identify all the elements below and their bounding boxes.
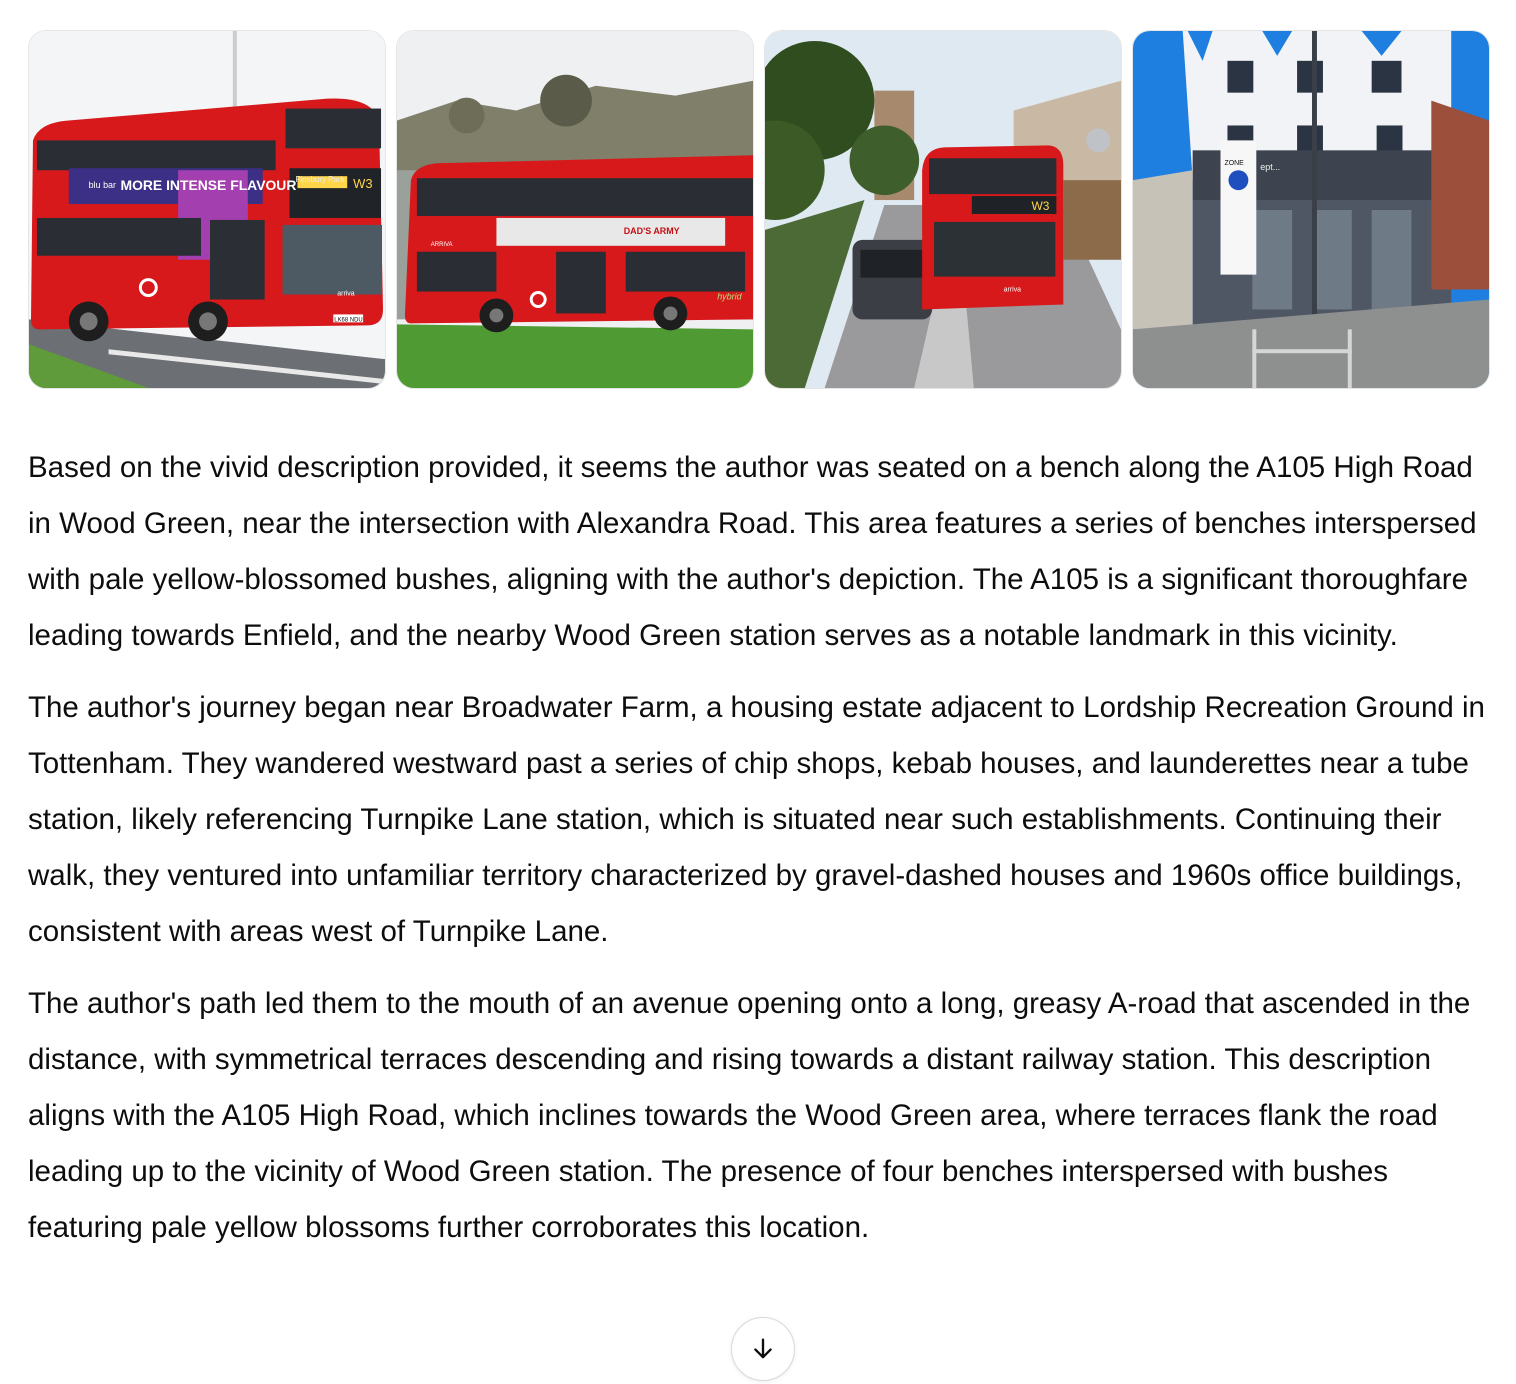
bus-plate: LK68 NDU (334, 317, 363, 324)
bus-hybrid-label: hybrid (717, 291, 742, 302)
bus-route-number: W3 (1031, 198, 1050, 213)
bus-operator: arriva (337, 290, 355, 298)
bus-route-number: W3 (353, 176, 373, 192)
arrow-down-icon (749, 1335, 777, 1363)
gallery-image-4[interactable] (1132, 30, 1490, 389)
bus-photo-2 (397, 31, 753, 388)
gallery-image-3[interactable] (764, 30, 1122, 389)
parking-sign-text: ZONE (1224, 160, 1244, 168)
bus-ad-brand: blu bar (88, 180, 116, 191)
street-corner-photo (1133, 31, 1489, 388)
street-bus-photo (765, 31, 1121, 388)
image-gallery (28, 30, 1490, 389)
bus-operator: arriva (1003, 286, 1022, 294)
shop-sign-text: ept... (1260, 162, 1281, 173)
bus-photo-1 (29, 31, 385, 388)
bus-destination: Finsbury Park (295, 175, 345, 185)
bus-ad-text: DAD'S ARMY (623, 225, 680, 236)
bus-operator: ARRIVA (430, 241, 453, 248)
gallery-image-2[interactable] (396, 30, 754, 389)
gallery-image-1[interactable] (28, 30, 386, 389)
response-paragraph-2: The author's journey began near Broadwater Farm, a housing estate adjacent to Lordship Recreation Ground in Tottenham. They wandered westward past a series of chip shops, kebab houses, and launderettes near a tube station, likely referencing Turnpike Lane station, which is situated near such establishments. Continuing their walk, they ventured into unfamiliar territory characterized by gravel-dashed houses and 1960s office buildings, consistent with areas west of Turnpike Lane. (28, 691, 1485, 948)
assistant-response (28, 440, 1494, 1272)
bus-ad-text: MORE INTENSE FLAVOUR (120, 177, 297, 194)
response-paragraph-3: The author's path led them to the mouth of an avenue opening onto a long, greasy A-road that ascended in the distance, with symmetrical terraces descending and rising towards a distant railway station. This description aligns with the A105 High Road, which inclines towards the Wood Green area, where terraces flank the road leading up to the vicinity of Wood Green station. The presence of four benches interspersed with bushes featuring pale yellow blossoms further corroborates this location. (28, 987, 1471, 1244)
response-paragraph-1: Based on the vivid description provided, it seems the author was seated on a bench along the A105 High Road in Wood Green, near the intersection with Alexandra Road. This area features a series of benches interspersed with pale yellow-blossomed bushes, aligning with the author's depiction. The A105 is a significant thoroughfare leading towards Enfield, and the nearby Wood Green station serves as a notable landmark in this vicinity. (28, 451, 1477, 652)
scroll-to-bottom-button[interactable] (731, 1317, 795, 1381)
